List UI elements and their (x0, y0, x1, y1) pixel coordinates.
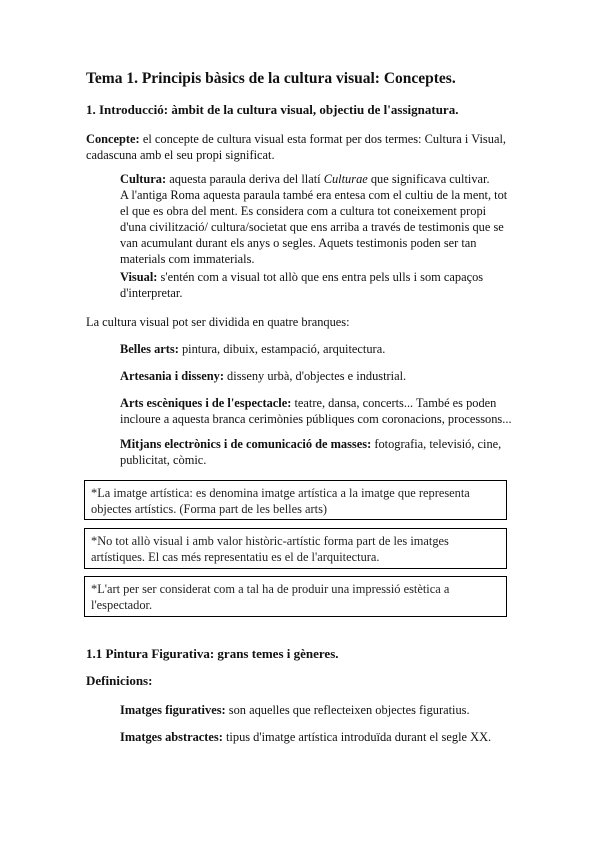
branch-text: teatre, dansa, concerts... També es poden incloure a aquesta branca cerimònies públiques com coronacions, processons... (120, 396, 512, 426)
cultura-paragraph (120, 171, 510, 267)
branch-item (120, 341, 510, 357)
section-heading-pintura-figurativa: 1.1 Pintura Figurativa: grans temes i gèneres. (86, 646, 339, 661)
cultura-latin-term: Culturae (323, 172, 368, 186)
definition-text: tipus d'imatge artística introduïda durant el segle XX. (222, 730, 492, 744)
note-box: *L'art per ser considerat com a tal ha de produir una impressió estètica a l'espectador. (84, 576, 507, 617)
branch-label: Artesania i disseny: (120, 369, 224, 383)
concepte-paragraph (86, 131, 506, 163)
branch-item (120, 395, 512, 427)
concepte-text: el concepte de cultura visual esta format per dos termes: Cultura i Visual, cadascuna amb el seu propi significat. (86, 132, 506, 162)
branch-item (120, 436, 512, 468)
concepte-label: Concepte: (86, 132, 140, 146)
definition-label: Imatges abstractes: (120, 730, 223, 744)
cultura-text-b: que significava cultivar. (367, 172, 490, 186)
definition-item (120, 729, 510, 745)
branch-label: Belles arts: (120, 342, 179, 356)
visual-text: s'entén com a visual tot allò que ens entra pels ulls i som capaços d'interpretar. (120, 270, 484, 300)
cultura-text-a: aquesta paraula deriva del llatí (166, 172, 324, 186)
branch-label: Arts escèniques i de l'espectacle: (120, 396, 292, 410)
cultura-text-c: A l'antiga Roma aquesta paraula també era entesa com el cultiu de la ment, tot el que es obra del ment. Es considera com a cultura tot coneixement propi d'una civilització/ cultura/societat que ens arriba a través de testimonis que se van acumulant durant els anys o segles. Aquets testimonis poden ser tan materials com immaterials. (120, 188, 508, 266)
section-heading-introduccio: 1. Introducció: àmbit de la cultura visual, objectiu de l'assignatura. (86, 102, 459, 117)
note-box: *No tot allò visual i amb valor històric-artístic forma part de les imatges artístiques. El cas més representatiu es el de l'arquitectura. (84, 528, 507, 569)
branch-text: pintura, dibuix, estampació, arquitectura. (178, 342, 386, 356)
note-box: *La imatge artística: es denomina imatge artística a la imatge que representa objectes artístics. (Forma part de les belles arts) (84, 480, 507, 520)
branch-label: Mitjans electrònics i de comunicació de masses: (120, 437, 372, 451)
definition-item (120, 702, 510, 718)
page-title: Tema 1. Principis bàsics de la cultura visual: Conceptes. (86, 70, 456, 87)
definitions-heading: Definicions: (86, 673, 153, 688)
cultura-label: Cultura: (120, 172, 167, 186)
visual-label: Visual: (120, 270, 158, 284)
definition-text: son aquelles que reflecteixen objectes figuratius. (225, 703, 470, 717)
branch-item (120, 368, 510, 384)
visual-paragraph (120, 269, 510, 301)
branch-text: fotografia, televisió, cine, publicitat, còmic. (120, 437, 502, 467)
branch-text: disseny urbà, d'objectes e industrial. (223, 369, 407, 383)
branches-intro: La cultura visual pot ser dividida en quatre branques: (86, 315, 350, 329)
definition-label: Imatges figuratives: (120, 703, 226, 717)
